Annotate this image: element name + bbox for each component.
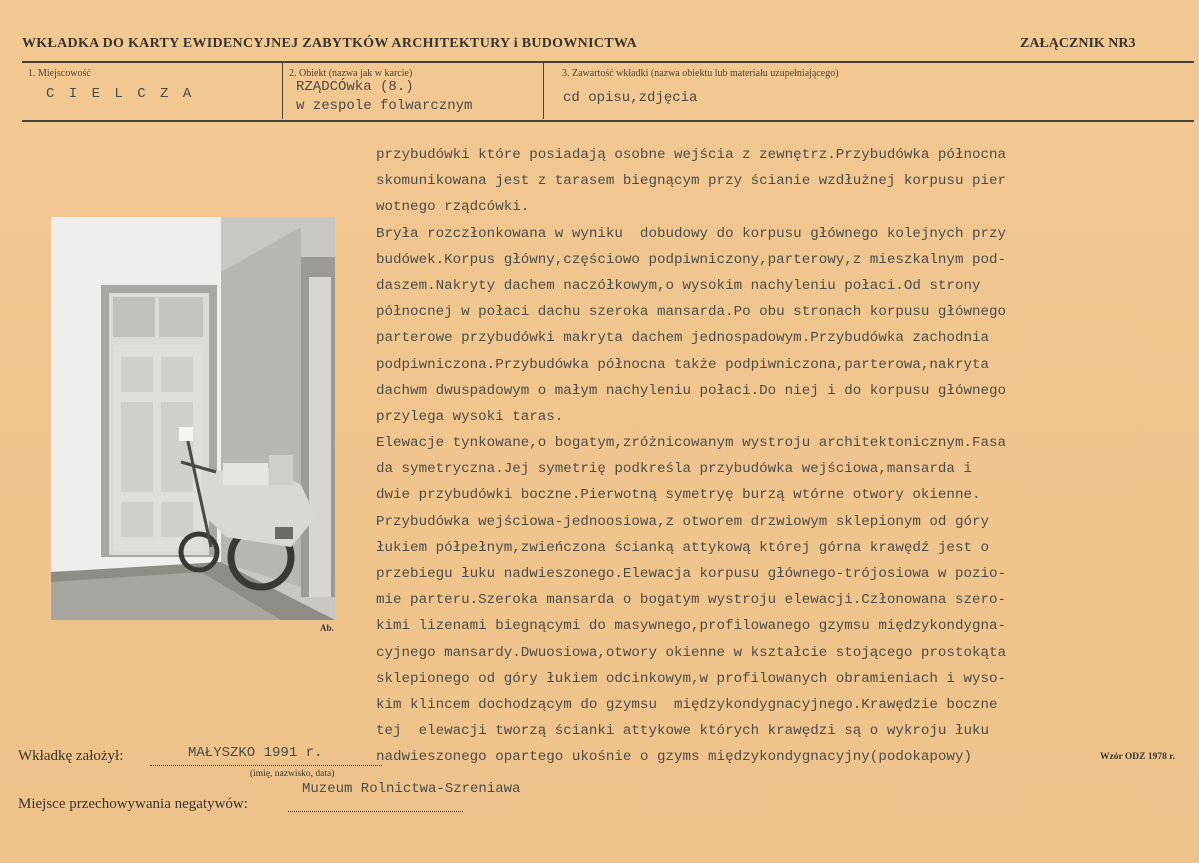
header-rule-bottom bbox=[22, 120, 1194, 122]
description-line: skomunikowana jest z tarasem biegnącym przy ścianie wzdłużnej korpusu pier bbox=[376, 173, 1007, 190]
description-line: budówek.Korpus główny,częściowo podpiwniczony,parterowy,z mieszkalnym pod- bbox=[376, 251, 1007, 268]
description-line: da symetryczna.Jej symetrię podkreśla przybudówka wejściowa,mansarda i bbox=[376, 461, 972, 478]
description-line: przylega wysoki taras. bbox=[376, 408, 564, 425]
description-line: łukiem półpełnym,zwieńczona ścianką attykową której górna krawędź jest o bbox=[376, 539, 989, 556]
negatives-dotline bbox=[288, 811, 463, 812]
contents-value: cd opisu,zdjęcia bbox=[563, 90, 698, 106]
description-text bbox=[376, 142, 1176, 771]
description-line: podpiwniczona.Przybudówka północna także podpiwniczona,parterowa,nakryta bbox=[376, 356, 989, 373]
photo-mark: Ab. bbox=[320, 623, 334, 633]
description-line: sklepionego od góry łukiem odcinkowym,w profilowanych obramieniach i wyso- bbox=[376, 670, 1007, 687]
description-line: przybudówki które posiadają osobne wejścia z zewnętrz.Przybudówka północna bbox=[376, 147, 1007, 163]
creator-value: MAŁYSZKO 1991 r. bbox=[188, 745, 323, 761]
header-rule-top bbox=[22, 61, 1194, 63]
negatives-value: Muzeum Rolnictwa-Szreniawa bbox=[302, 781, 521, 797]
creator-label: Wkładkę założył: bbox=[18, 748, 124, 764]
description-line: nadwieszonego opartego ukośnie o gzyms międzykondygnacyjny(podokapowy) bbox=[376, 749, 972, 766]
photo-interior-door-motorcycle-icon bbox=[51, 217, 335, 620]
description-line: kim klincem dochodzącym do gzymsu międzykondygnacyjnego.Krawędzie boczne bbox=[376, 696, 998, 713]
description-line: Przybudówka wejściowa-jednoosiowa,z otworem drzwiowym sklepionym od góry bbox=[376, 513, 989, 530]
creator-dotline bbox=[150, 765, 382, 766]
description-line: przebiegu łuku nadwieszonego.Elewacja korpusu głównego-trójosiowa w pozio- bbox=[376, 566, 1007, 582]
contents-label: 3. Zawartość wkładki (nazwa obiektu lub materiału uzupełniającego) bbox=[562, 68, 839, 79]
locality-label: 1. Miejscowość bbox=[28, 68, 91, 79]
locality-value: C I E L C Z A bbox=[46, 86, 195, 102]
form-code: Wzór ODZ 1978 r. bbox=[1100, 752, 1175, 762]
field-separator-2 bbox=[543, 63, 544, 119]
field-separator-1 bbox=[282, 63, 283, 119]
object-value-line1: RZĄDCÓwka (8.) bbox=[296, 79, 414, 95]
description-line: dwie przybudówki boczne.Pierwotną symetryę burzą wtórne otwory okienne. bbox=[376, 487, 981, 504]
description-line: dachwm dwuspadowym o małym nachyleniu połaci.Do niej i do korpusu głównego bbox=[376, 382, 1007, 399]
negatives-label: Miejsce przechowywania negatywów: bbox=[18, 796, 248, 812]
description-line: daszem.Nakryty dachem naczółkowym,o wysokim nachyleniu połaci.Od strony bbox=[376, 277, 981, 294]
description-line: cyjnego mansardy.Dwuosiowa,otwory okienne w kształcie stojącego prostokąta bbox=[376, 644, 1007, 661]
description-line: Elewacje tynkowane,o bogatym,zróżnicowanym wystroju architektonicznym.Fasa bbox=[376, 435, 1007, 452]
description-line: północnej w połaci dachu szeroka mansarda.Po obu stronach korpusu głównego bbox=[376, 304, 1007, 321]
description-line: mie parteru.Szeroka mansarda o bogatym wystroju elewacji.Członowana szero- bbox=[376, 592, 1007, 609]
object-label: 2. Obiekt (nazwa jak w karcie) bbox=[289, 68, 413, 79]
card-title: WKŁADKA DO KARTY EWIDENCYJNEJ ZABYTKÓW ARCHITEKTURY i BUDOWNICTWA bbox=[22, 36, 638, 51]
description-line: kimi lizenami biegnącymi do masywnego,profilowanego gzymsu międzykondygna- bbox=[376, 618, 1007, 635]
attached-photo bbox=[51, 217, 335, 620]
description-line: tej elewacji tworzą ścianki attykowe których krawędzi są o wykroju łuku bbox=[376, 723, 989, 740]
description-line: Bryła rozczłonkowana w wyniku dobudowy do korpusu głównego kolejnych przy bbox=[376, 225, 1007, 242]
object-value-line2: w zespole folwarcznym bbox=[296, 98, 473, 114]
annex-number: ZAŁĄCZNIK NR3 bbox=[1020, 36, 1136, 51]
description-line: parterowe przybudówki makryta dachem jednospadowym.Przybudówka zachodnia bbox=[376, 330, 989, 347]
description-line: wotnego rządcówki. bbox=[376, 199, 530, 216]
creator-hint: (imię, nazwisko, data) bbox=[250, 769, 335, 779]
